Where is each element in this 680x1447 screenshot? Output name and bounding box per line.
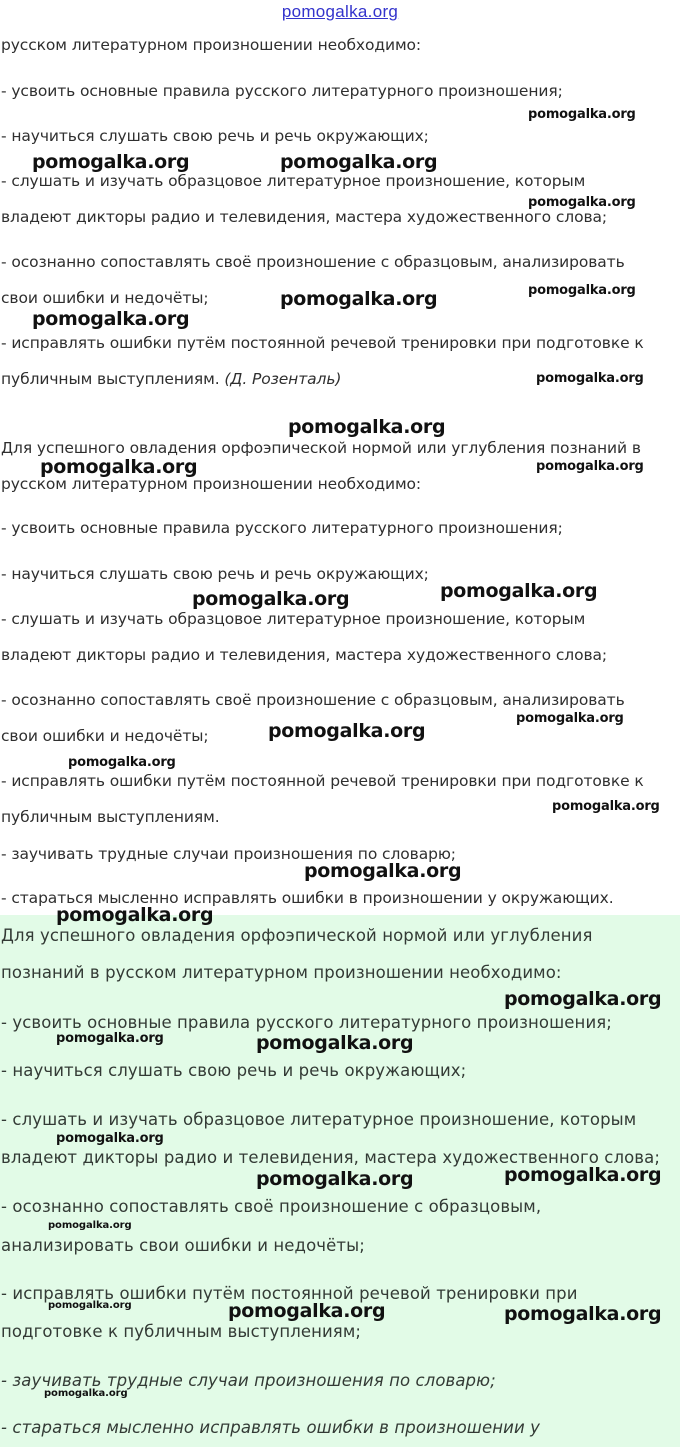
text-line: - осознанно сопоставлять своё произношение с образцовым, анализировать (1, 691, 625, 709)
text-line: владеют дикторы радио и телевидения, мастера художественного слова; (1, 1148, 660, 1167)
watermark: pomogalka.org (56, 1131, 164, 1146)
text-line: владеют дикторы радио и телевидения, мастера художественного слова; (1, 208, 608, 226)
watermark: pomogalka.org (552, 799, 660, 814)
watermark: pomogalka.org (440, 580, 598, 602)
text-line: - слушать и изучать образцовое литературное произношение, которым (1, 610, 586, 628)
text-line: - осознанно сопоставлять своё произношение с образцовым, анализировать (1, 253, 625, 271)
text-line: Для успешного овладения орфоэпической нормой или углубления познаний в (1, 439, 641, 457)
text-line: - слушать и изучать образцовое литературное произношение, которым (1, 172, 586, 190)
text-block-2 (0, 418, 680, 915)
text-line: русском литературном произношении необходимо: (1, 475, 422, 493)
text-line: - исправлять ошибки путём постоянной речевой тренировки при подготовке к (1, 772, 644, 790)
text-line: подготовке к публичным выступлениям; (1, 1322, 362, 1341)
text-line: - осознанно сопоставлять своё произношение с образцовым, (1, 1197, 542, 1216)
text-line: - стараться мысленно исправлять ошибки в произношении у окружающих. (1, 889, 614, 907)
text-line: - заучивать трудные случаи произношения по словарю; (1, 845, 456, 863)
watermark: pomogalka.org (68, 755, 176, 770)
text-line: - исправлять ошибки путём постоянной речевой тренировки при (1, 1284, 578, 1303)
text-line-body: публичным выступлениям. (1, 370, 220, 388)
quote-source: (Д. Розенталь) (224, 370, 342, 388)
watermark: pomogalka.org (536, 459, 644, 474)
watermark: pomogalka.org (44, 1388, 128, 1399)
watermark: pomogalka.org (304, 860, 462, 882)
watermark: pomogalka.org (504, 1164, 662, 1186)
text-line: публичным выступлениям. (1, 808, 220, 826)
watermark: pomogalka.org (48, 1220, 132, 1231)
text-line: - исправлять ошибки путём постоянной речевой тренировки при подготовке к (1, 334, 644, 352)
watermark: pomogalka.org (288, 416, 446, 438)
watermark: pomogalka.org (528, 195, 636, 210)
text-line: Для успешного овладения орфоэпической нормой или углубления (1, 926, 593, 945)
text-line: владеют дикторы радио и телевидения, мастера художественного слова; (1, 646, 608, 664)
watermark: pomogalka.org (536, 371, 644, 386)
text-line: - слушать и изучать образцовое литературное произношение, которым (1, 1110, 637, 1129)
watermark: pomogalka.org (504, 1303, 662, 1325)
watermark: pomogalka.org (528, 283, 636, 298)
text-line (1, 370, 341, 388)
text-line: - усвоить основные правила русского литературного произношения; (1, 82, 563, 100)
watermark: pomogalka.org (516, 711, 624, 726)
watermark: pomogalka.org (256, 1168, 414, 1190)
text-line: познаний в русском литературном произношении необходимо: (1, 963, 562, 982)
text-line: свои ошибки и недочёты; (1, 727, 209, 745)
text-line: - научиться слушать свою речь и речь окружающих; (1, 1061, 467, 1080)
watermark: pomogalka.org (528, 107, 636, 122)
text-line: свои ошибки и недочёты; (1, 289, 209, 307)
watermark: pomogalka.org (32, 308, 190, 330)
text-block-1 (0, 26, 680, 418)
site-link[interactable]: pomogalka.org (281, 2, 399, 21)
text-line: анализировать свои ошибки и недочёты; (1, 1236, 365, 1255)
text-line: - научиться слушать свою речь и речь окружающих; (1, 127, 429, 145)
watermark: pomogalka.org (40, 456, 198, 478)
watermark: pomogalka.org (56, 1031, 164, 1046)
watermark: pomogalka.org (48, 1300, 132, 1311)
text-line: - заучивать трудные случаи произношения по словарю; (1, 1371, 496, 1390)
text-line: - научиться слушать свою речь и речь окружающих; (1, 565, 429, 583)
watermark: pomogalka.org (192, 588, 350, 610)
watermark: pomogalka.org (280, 151, 438, 173)
watermark: pomogalka.org (228, 1300, 386, 1322)
watermark: pomogalka.org (268, 720, 426, 742)
watermark: pomogalka.org (256, 1032, 414, 1054)
text-line: - усвоить основные правила русского литературного произношения; (1, 519, 563, 537)
watermark: pomogalka.org (32, 151, 190, 173)
text-block-3 (0, 915, 680, 1447)
text-line: - стараться мысленно исправлять ошибки в произношении у (1, 1418, 540, 1437)
text-line: - усвоить основные правила русского литературного произношения; (1, 1013, 612, 1032)
text-line: русском литературном произношении необходимо: (1, 36, 422, 54)
watermark: pomogalka.org (504, 988, 662, 1010)
watermark: pomogalka.org (280, 288, 438, 310)
watermark: pomogalka.org (56, 904, 214, 926)
